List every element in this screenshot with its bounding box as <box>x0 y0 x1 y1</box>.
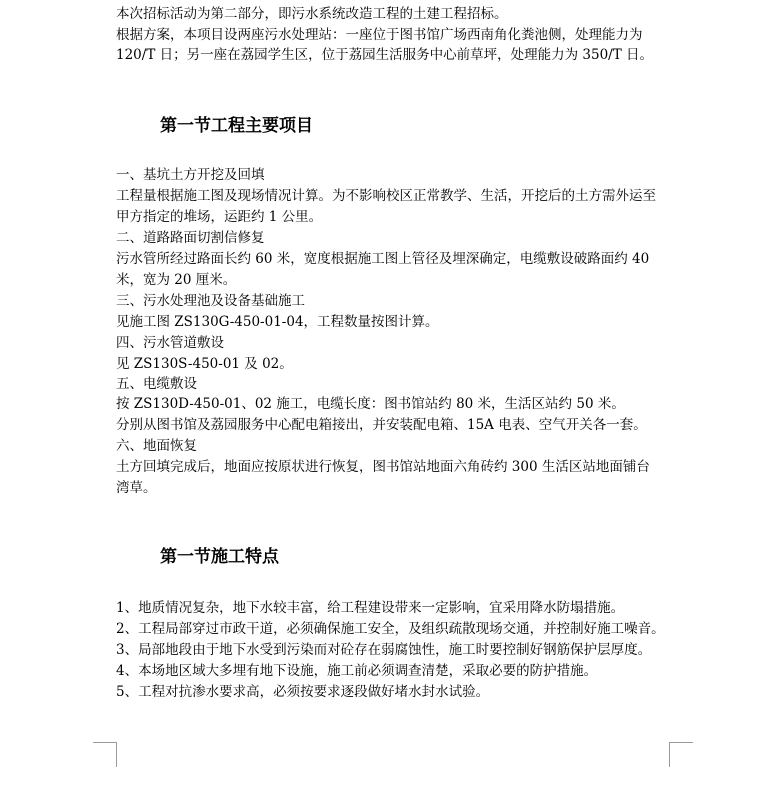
body-line: 见施工图 ZS130G-450-01-04，工程数量按图计算。 <box>116 314 439 330</box>
body-line: 污水管所经过路面长约 60 米，宽度根据施工图上管径及埋深确定，电缆敷设破路面约 40 <box>116 251 650 267</box>
list-item: 5、工程对抗渗水要求高，必须按要求逐段做好堵水封水试验。 <box>116 684 490 700</box>
body-line: 四、污水管道敷设 <box>116 335 224 351</box>
body-line: 甲方指定的堆场，运距约 1 公里。 <box>116 209 323 225</box>
section-heading: 第一节施工特点 <box>160 547 279 567</box>
list-item: 4、本场地区域大多埋有地下设施，施工前必须调查清楚，采取必要的防护措施。 <box>116 663 598 679</box>
body-line: 五、电缆敷设 <box>116 376 197 392</box>
page-margin-corner-left <box>93 742 117 767</box>
list-item: 1、地质情况复杂，地下水较丰富，给工程建设带来一定影响，宜采用降水防塌措施。 <box>116 600 625 616</box>
body-line: 二、道路路面切割信修复 <box>116 230 265 246</box>
body-line: 六、地面恢复 <box>116 438 197 454</box>
body-line: 一、基坑土方开挖及回填 <box>116 167 265 183</box>
intro-line: 120/T 日；另一座在荔园学生区，位于荔园生活服务中心前草坪，处理能力为 350/T 日。 <box>116 47 654 63</box>
list-item: 2、工程局部穿过市政干道，必须确保施工安全，及组织疏散现场交通，并控制好施工噪音。 <box>116 621 665 637</box>
body-line: 三、污水处理池及设备基础施工 <box>116 293 305 309</box>
section-heading: 第一节工程主要项目 <box>160 116 313 136</box>
body-line: 米，宽为 20 厘米。 <box>116 272 237 288</box>
body-line: 按 ZS130D-450-01、02 施工，电缆长度：图书馆站约 80 米，生活区站约 50 米。 <box>116 396 625 412</box>
page-margin-corner-right <box>669 742 693 767</box>
list-item: 3、局部地段由于地下水受到污染而对砼存在弱腐蚀性，施工时要控制好钢筋保护层厚度。 <box>116 642 652 658</box>
body-line: 湾草。 <box>116 480 157 496</box>
body-line: 见 ZS130S-450-01 及 02。 <box>116 356 293 372</box>
body-line: 土方回填完成后，地面应按原状进行恢复，图书馆站地面六角砖约 300 生活区站地面铺台 <box>116 459 650 475</box>
body-line: 分别从图书馆及荔园服务中心配电箱接出，并安装配电箱、15A 电表、空气开关各一套。 <box>116 417 647 433</box>
intro-line: 根据方案，本项目设两座污水处理站：一座位于图书馆广场西南角化粪池侧，处理能力为 <box>116 27 643 43</box>
intro-line: 本次招标活动为第二部分，即污水系统改造工程的土建工程招标。 <box>116 6 508 22</box>
body-line: 工程量根据施工图及现场情况计算。为不影响校区正常教学、生活，开挖后的土方需外运至 <box>116 188 656 204</box>
